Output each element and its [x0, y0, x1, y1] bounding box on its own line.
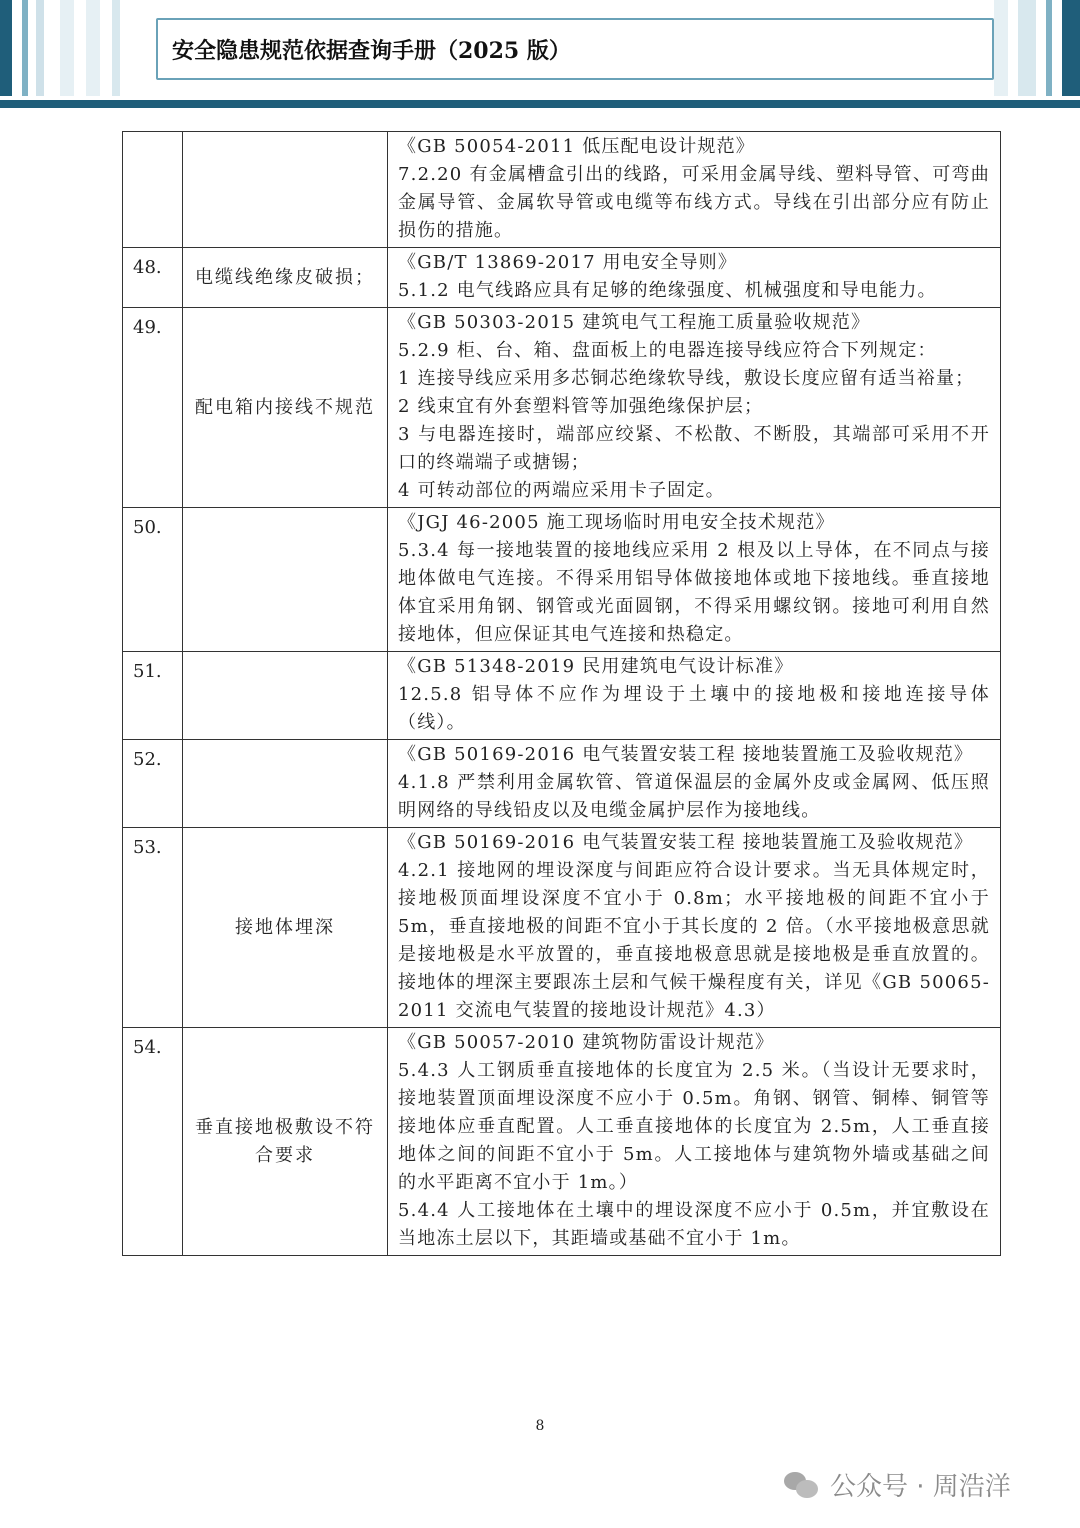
regulation-table-body	[123, 132, 1001, 1256]
standard-title: 《GB 50169-2016 电气装置安装工程 接地装置施工及验收规范》	[398, 832, 974, 853]
header-stripe	[1018, 0, 1036, 96]
hazard-item: 接地体埋深	[183, 828, 388, 1028]
clause-text: 5.4.3 人工钢质垂直接地体的长度宜为 2.5 米。（当设计无要求时，接地装置顶面埋设深度不应小于 0.5m。角钢、钢管、铜棒、铜管等接地体应垂直配置。人工垂直接地体的长度宜为 2.5m，人工垂直接地体之间的间距不宜小于 5m。人工接地体与建筑物外墙或基础之间的水平距离不宜小于 1m。）	[398, 1060, 990, 1193]
regulation-basis	[388, 828, 1001, 1028]
hazard-item	[183, 132, 388, 248]
clause-text: 5.3.4 每一接地装置的接地线应采用 2 根及以上导体，在不同点与接地体做电气连接。不得采用铝导体做接地体或地下接地线。垂直接地体宜采用角钢、钢管或光面圆钢，不得采用螺纹钢。接地可利用自然接地体，但应保证其电气连接和热稳定。	[398, 540, 990, 645]
header-stripe	[112, 0, 120, 96]
row-number: 50.	[123, 508, 183, 652]
table-row	[123, 828, 1001, 1028]
row-number: 51.	[123, 652, 183, 740]
regulation-table	[122, 131, 1001, 1256]
regulation-basis	[388, 308, 1001, 508]
standard-title: 《JGJ 46-2005 施工现场临时用电安全技术规范》	[398, 512, 835, 533]
header-decoration	[0, 0, 1080, 108]
regulation-basis	[388, 248, 1001, 308]
clause-text: 7.2.20 有金属槽盒引出的线路，可采用金属导线、塑料导管、可弯曲金属导管、金属软导管或电缆等布线方式。导线在引出部分应有防止损伤的措施。	[398, 164, 990, 241]
header-stripe	[60, 0, 74, 96]
regulation-basis	[388, 652, 1001, 740]
wechat-icon	[784, 1470, 820, 1500]
table-row	[123, 308, 1001, 508]
header-stripe	[22, 0, 28, 96]
clause-text: 4.1.8 严禁利用金属软管、管道保温层的金属外皮或金属网、低压照明网络的导线铅皮以及电缆金属护层作为接地线。	[398, 772, 990, 821]
clause-text: 4 可转动部位的两端应采用卡子固定。	[398, 480, 725, 501]
clause-text: 2 线束宜有外套塑料管等加强绝缘保护层；	[398, 396, 764, 417]
header-stripe	[86, 0, 100, 96]
regulation-basis	[388, 132, 1001, 248]
table-row	[123, 652, 1001, 740]
clause-text: 5.4.4 人工接地体在土壤中的埋设深度不应小于 0.5m，并宜敷设在当地冻土层以下，其距墙或基础不宜小于 1m。	[398, 1200, 990, 1249]
clause-text: 4.2.1 接地网的埋设深度与间距应符合设计要求。当无具体规定时，接地极顶面埋设深度不宜小于 0.8m；水平接地极的间距不宜小于 5m，垂直接地极的间距不宜小于其长度的 2 倍。（水平接地极意思就是接地极是水平放置的，垂直接地极意思就是接地极是垂直放置的。接地体的埋深主要跟冻土层和气候干燥程度有关，详见《GB 50065-2011 交流电气装置的接地设计规范》4.3）	[398, 860, 990, 1021]
clause-text: 1 连接导线应采用多芯铜芯绝缘软导线，敷设长度应留有适当裕量；	[398, 368, 975, 389]
standard-title: 《GB 50303-2015 建筑电气工程施工质量验收规范》	[398, 312, 871, 333]
header-stripe	[1046, 0, 1052, 96]
row-number: 53.	[123, 828, 183, 1028]
hazard-item: 配电箱内接线不规范	[183, 308, 388, 508]
hazard-item: 垂直接地极敷设不符合要求	[183, 1028, 388, 1256]
clause-text: 12.5.8 铝导体不应作为埋设于土壤中的接地极和接地连接导体（线）。	[398, 684, 990, 733]
header-stripe	[0, 0, 12, 96]
table-row	[123, 1028, 1001, 1256]
row-number: 52.	[123, 740, 183, 828]
hazard-item	[183, 652, 388, 740]
standard-title: 《GB 50054-2011 低压配电设计规范》	[398, 136, 756, 157]
hazard-item	[183, 508, 388, 652]
standard-title: 《GB 50057-2010 建筑物防雷设计规范》	[398, 1032, 775, 1053]
regulation-basis	[388, 740, 1001, 828]
standard-title: 《GB/T 13869-2017 用电安全导则》	[398, 252, 738, 273]
row-number: 48.	[123, 248, 183, 308]
table-row	[123, 508, 1001, 652]
table-row	[123, 248, 1001, 308]
table-row	[123, 740, 1001, 828]
standard-title: 《GB 50169-2016 电气装置安装工程 接地装置施工及验收规范》	[398, 744, 974, 765]
hazard-item	[183, 740, 388, 828]
clause-text: 5.1.2 电气线路应具有足够的绝缘强度、机械强度和导电能力。	[398, 280, 937, 301]
page-number: 8	[535, 1418, 545, 1434]
watermark	[784, 1466, 1011, 1503]
header-rule	[0, 100, 1080, 108]
clause-text: 5.2.9 柜、台、箱、盘面板上的电器连接导线应符合下列规定：	[398, 340, 937, 361]
regulation-basis	[388, 1028, 1001, 1256]
row-number	[123, 132, 183, 248]
watermark-text: 公众号 · 周浩洋	[830, 1472, 1011, 1502]
row-number: 49.	[123, 308, 183, 508]
hazard-item: 电缆线绝缘皮破损；	[183, 248, 388, 308]
row-number: 54.	[123, 1028, 183, 1256]
standard-title: 《GB 51348-2019 民用建筑电气设计标准》	[398, 656, 794, 677]
regulation-basis	[388, 508, 1001, 652]
table-row	[123, 132, 1001, 248]
document-title: 安全隐患规范依据查询手册（2025 版）	[156, 18, 994, 80]
header-stripe	[36, 0, 44, 96]
header-stripe	[1062, 0, 1080, 96]
clause-text: 3 与电器连接时，端部应绞紧、不松散、不断股，其端部可采用不开口的终端端子或搪锡；	[398, 424, 990, 473]
header-stripe	[994, 0, 1008, 96]
